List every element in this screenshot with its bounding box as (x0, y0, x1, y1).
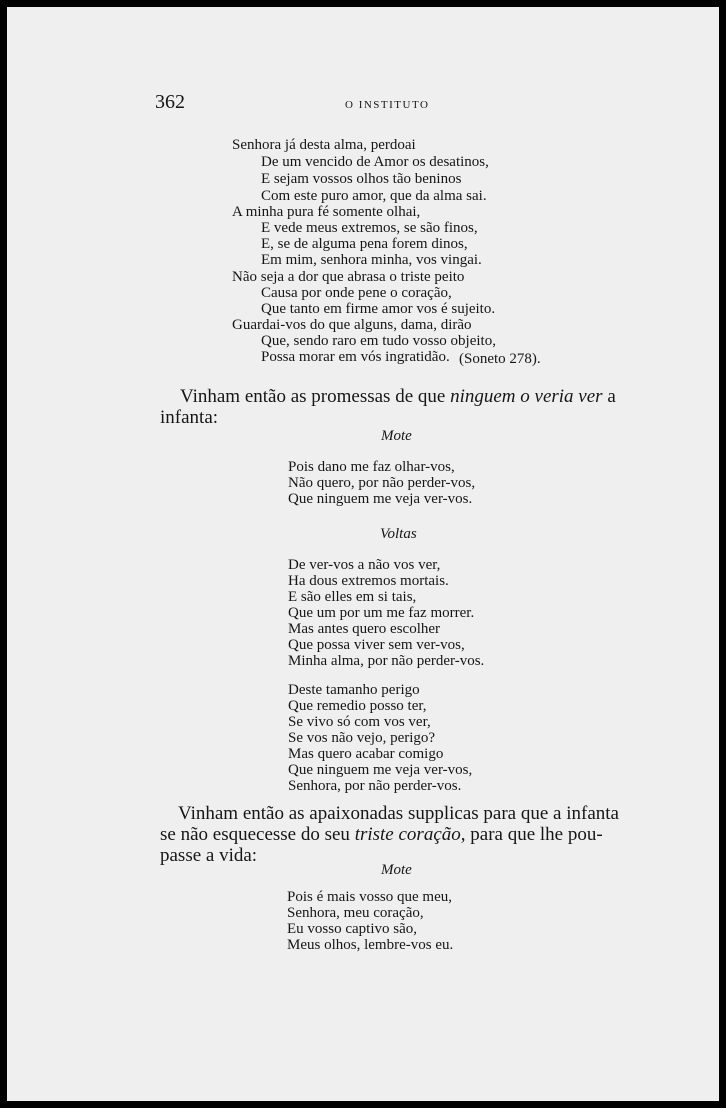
sonnet-line: Que, sendo raro em tudo vosso objeito, (261, 333, 496, 349)
sonnet-line: De um vencido de Amor os desatinos, (261, 154, 489, 170)
volta-line: Mas quero acabar comigo (288, 746, 444, 762)
sonnet-line: Senhora já desta alma, perdoai (232, 137, 416, 153)
volta-line: Se vos não vejo, perigo? (288, 730, 436, 746)
paragraph-text: para que lhe pou- (465, 824, 603, 845)
volta-line: De ver-vos a não vos ver, (288, 557, 441, 573)
mote-line: Pois é mais vosso que meu, (287, 889, 452, 905)
volta-line: Se vivo só com vos ver, (288, 714, 431, 730)
volta-line: Ha dous extremos mortais. (288, 573, 449, 589)
volta-line: Que um por um me faz morrer. (288, 605, 475, 621)
page-number: 362 (155, 91, 185, 113)
sonnet-line: Com este puro amor, que da alma sai. (261, 188, 487, 204)
mote-line: Eu vosso captivo são, (287, 921, 417, 937)
volta-line: Que remedio posso ter, (288, 698, 427, 714)
volta-line: Senhora, por não perder-vos. (288, 778, 462, 794)
paragraph-text: Vinham então as promessas de que (180, 386, 451, 407)
sonnet-line: E sejam vossos olhos tão beninos (261, 171, 462, 187)
volta-line: Que possa viver sem ver-vos, (288, 637, 465, 653)
italic-phrase: ninguem o veria ver (450, 386, 603, 407)
sonnet-line: E vede meus extremos, se são finos, (261, 220, 478, 236)
running-title: O INSTITUTO (345, 99, 430, 111)
italic-phrase: triste coração, (354, 824, 466, 845)
mote-heading: Mote (381, 862, 412, 878)
sonnet-line: E, se de alguma pena forem dinos, (261, 236, 468, 252)
volta-line: Que ninguem me veja ver-vos, (288, 762, 473, 778)
sonnet-line: Causa por onde pene o coração, (261, 285, 452, 301)
mote-heading: Mote (381, 428, 412, 444)
mote-line: Que ninguem me veja ver-vos. (288, 491, 473, 507)
paragraph-line: Vinham então as apaixonadas supplicas para que a infanta (178, 803, 619, 824)
sonnet-line: Que tanto em firme amor vos é sujeito. (261, 301, 496, 317)
mote-line: Não quero, por não perder-vos, (288, 475, 476, 491)
mote-line: Meus olhos, lembre-vos eu. (287, 937, 454, 953)
mote-line: Senhora, meu coração, (287, 905, 424, 921)
volta-line: Minha alma, por não perder-vos. (288, 653, 485, 669)
sonnet-line: Guardai-vos do que alguns, dama, dirão (232, 317, 472, 333)
volta-line: E são elles em si tais, (288, 589, 417, 605)
sonnet-line: Não seja a dor que abrasa o triste peito (232, 269, 465, 285)
paragraph-text: se não esquecesse do seu (160, 824, 355, 845)
sonnet-line: A minha pura fé somente olhai, (232, 204, 421, 220)
paragraph-line (180, 386, 616, 407)
mote-line: Pois dano me faz olhar-vos, (288, 459, 455, 475)
sonnet-citation: (Soneto 278). (459, 351, 541, 367)
paragraph-line: passe a vida: (160, 845, 258, 866)
book-page (7, 7, 719, 1101)
paragraph-text: a (602, 386, 616, 407)
sonnet-line: Em mim, senhora minha, vos vingai. (261, 252, 482, 268)
paragraph-line: infanta: (160, 407, 219, 428)
voltas-heading: Voltas (380, 526, 417, 542)
sonnet-line: Possa morar em vós ingratidão. (261, 349, 450, 365)
volta-line: Deste tamanho perigo (288, 682, 420, 698)
volta-line: Mas antes quero escolher (288, 621, 441, 637)
paragraph-line (160, 824, 603, 845)
